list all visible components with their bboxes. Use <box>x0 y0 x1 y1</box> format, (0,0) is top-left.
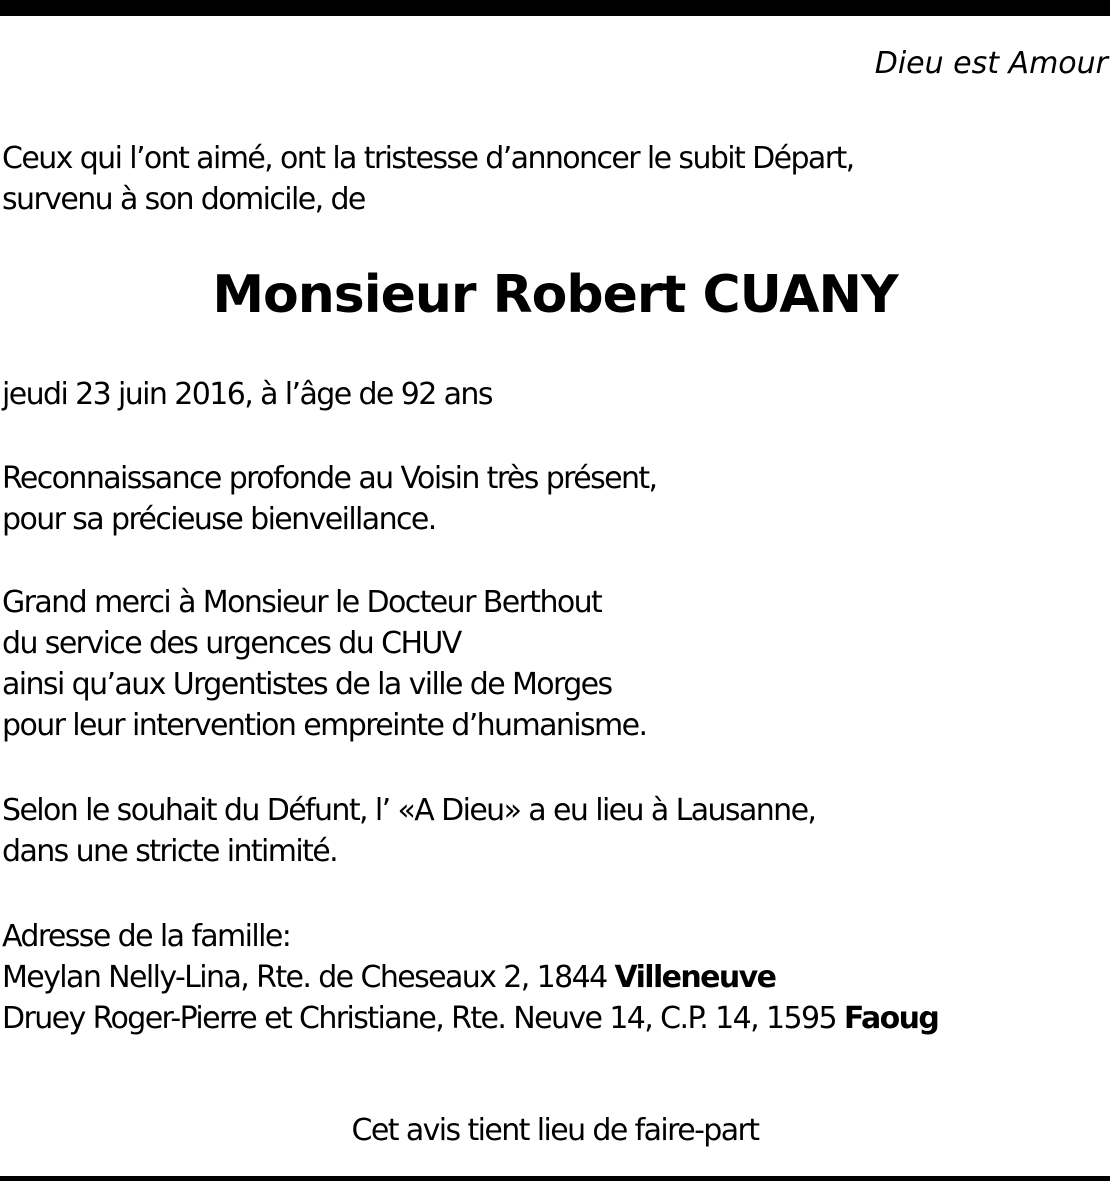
top-rule <box>0 0 1110 16</box>
thanks-neighbor-paragraph <box>2 458 657 540</box>
address-entry <box>2 998 938 1039</box>
farewell-line: dans une stricte intimité. <box>2 834 338 869</box>
family-address <box>2 916 938 1039</box>
address-entry <box>2 957 938 998</box>
address-entry-city: Villeneuve <box>614 960 776 995</box>
address-entry-text: Meylan Nelly-Lina, Rte. de Cheseaux 2, 1844 <box>2 960 615 995</box>
intro-line: Ceux qui l’ont aimé, ont la tristesse d’annoncer le subit Départ, <box>2 141 854 176</box>
thanks-doctors-line: pour leur intervention empreinte d’humanisme. <box>2 708 647 743</box>
thanks-neighbor-line: pour sa précieuse bienveillance. <box>2 502 436 537</box>
intro-line: survenu à son domicile, de <box>2 182 365 217</box>
footer-note: Cet avis tient lieu de faire-part <box>351 1113 759 1148</box>
date-line: jeudi 23 juin 2016, à l’âge de 92 ans <box>2 377 492 412</box>
thanks-doctors-line: ainsi qu’aux Urgentistes de la ville de Morges <box>2 667 612 702</box>
address-entry-text: Druey Roger-Pierre et Christiane, Rte. Neuve 14, C.P. 14, 1595 <box>2 1001 844 1036</box>
intro-paragraph <box>2 138 854 220</box>
deceased-name: Monsieur Robert CUANY <box>212 265 898 325</box>
bottom-rule <box>0 1176 1110 1181</box>
date-paragraph <box>2 374 492 415</box>
thanks-doctors-line: Grand merci à Monsieur le Docteur Berthout <box>2 585 602 620</box>
farewell-line: Selon le souhait du Défunt, l’ «A Dieu» a eu lieu à Lausanne, <box>2 793 816 828</box>
address-entry-city: Faoug <box>843 1001 939 1036</box>
thanks-neighbor-line: Reconnaissance profonde au Voisin très présent, <box>2 461 657 496</box>
farewell-paragraph <box>2 790 815 872</box>
thanks-doctors-line: du service des urgences du CHUV <box>2 626 461 661</box>
address-label: Adresse de la famille: <box>2 919 291 954</box>
thanks-doctors-paragraph <box>2 582 646 746</box>
motto: Dieu est Amour <box>874 46 1108 81</box>
